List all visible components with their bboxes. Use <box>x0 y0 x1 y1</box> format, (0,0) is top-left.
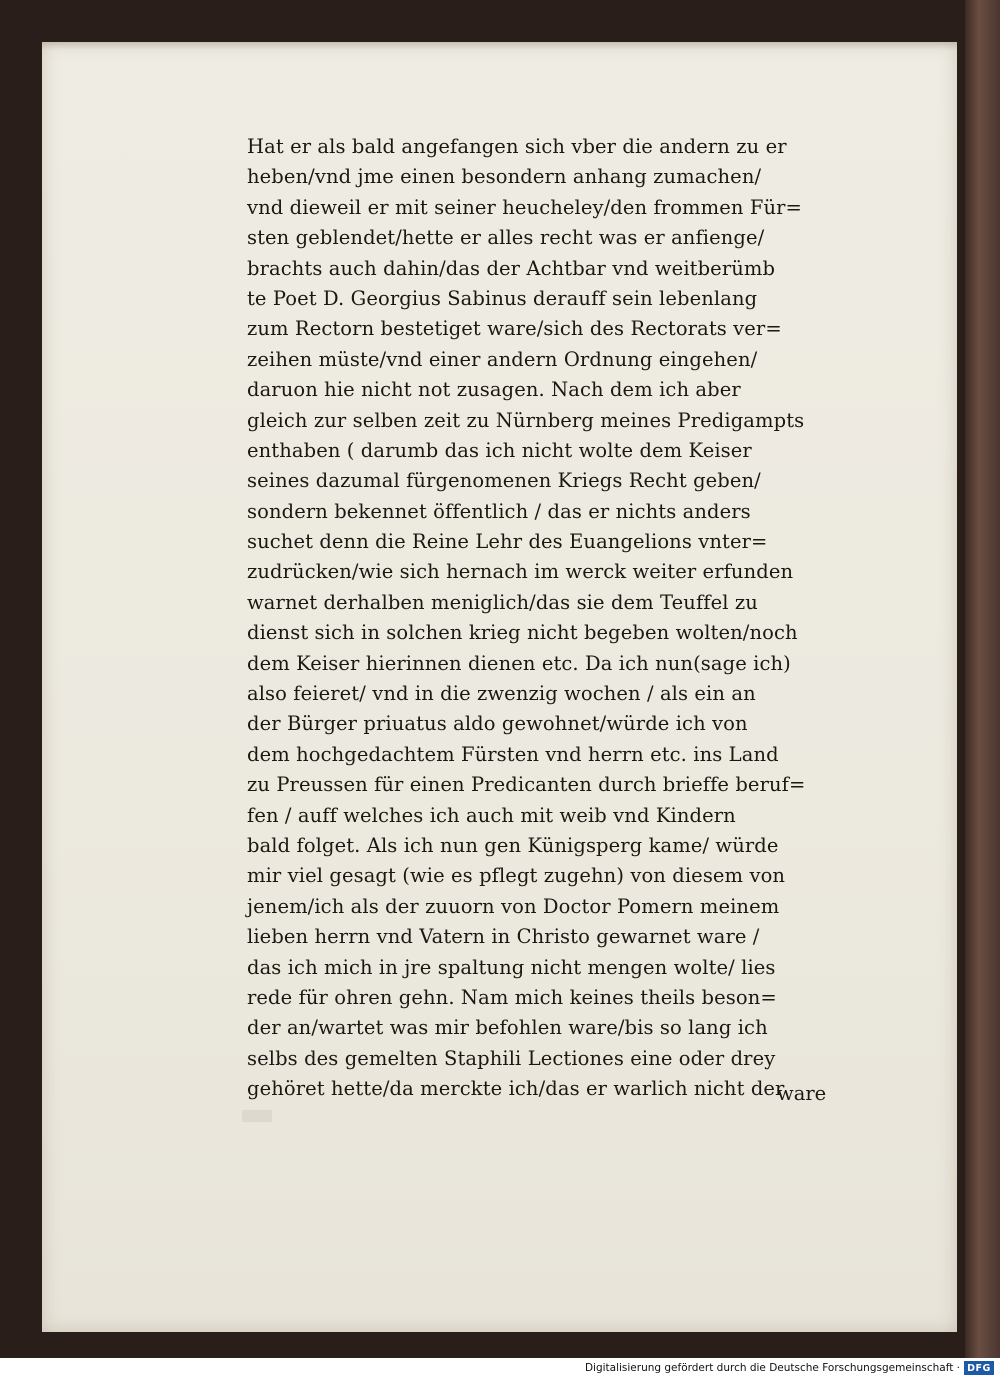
text-line: der Bürger priuatus aldo gewohnet/würde ich von <box>247 712 748 736</box>
text-line: zeihen müste/vnd einer andern Ordnung eingehen/ <box>247 347 758 371</box>
book-page <box>42 42 957 1332</box>
text-line: zu Preussen für einen Predicanten durch brieffe beruf= <box>247 773 806 797</box>
footer-bar <box>0 1358 1000 1378</box>
text-line: brachts auch dahin/das der Achtbar vnd weitberümb <box>247 256 776 280</box>
text-line: vnd dieweil er mit seiner heucheley/den frommen Für= <box>247 195 802 219</box>
text-line: also feieret/ vnd in die zwenzig wochen / als ein an <box>247 682 756 706</box>
page-shadow <box>42 42 957 50</box>
text-line: heben/vnd jme einen besondern anhang zumachen/ <box>247 165 762 189</box>
text-line: sten geblendet/hette er alles recht was er anfienge/ <box>247 226 765 250</box>
text-line: bald folget. Als ich nun gen Künigsperg kame/ würde <box>247 833 779 857</box>
text-line: seines dazumal fürgenomenen Kriegs Recht geben/ <box>247 469 761 493</box>
text-line: dem hochgedachtem Fürsten vnd herrn etc. ins Land <box>247 742 779 766</box>
text-line: zum Rectorn bestetiget ware/sich des Rectorats ver= <box>247 317 782 341</box>
text-line: sondern bekennet öffentlich / das er nichts anders <box>247 499 751 523</box>
bleed-through-mark <box>242 1110 272 1122</box>
text-line: suchet denn die Reine Lehr des Euangelions vnter= <box>247 530 768 554</box>
text-line: der an/wartet was mir befohlen ware/bis so lang ich <box>247 1016 768 1040</box>
text-line: enthaben ( darumb das ich nicht wolte dem Keiser <box>247 438 752 462</box>
text-line: gehöret hette/da merckte ich/das er warlich nicht der <box>247 1077 785 1101</box>
dfg-logo-icon: DFG <box>964 1361 994 1375</box>
funding-credit: Digitalisierung gefördert durch die Deutsche Forschungsgemeinschaft · <box>584 1362 960 1374</box>
text-line: warnet derhalben meniglich/das sie dem Teuffel zu <box>247 590 758 614</box>
book-edge <box>965 0 1000 1358</box>
text-line: gleich zur selben zeit zu Nürnberg meines Predigampts <box>247 408 805 432</box>
text-line: fen / auff welches ich auch mit weib vnd Kindern <box>247 803 736 827</box>
text-line: Hat er als bald angefangen sich vber die andern zu er <box>247 135 787 158</box>
text-line: daruon hie nicht not zusagen. Nach dem ich aber <box>247 378 741 402</box>
text-line: lieben herrn vnd Vatern in Christo gewarnet ware / <box>247 925 760 949</box>
text-line: das ich mich in jre spaltung nicht mengen wolte/ lies <box>247 955 776 979</box>
text-line: mir viel gesagt (wie es pflegt zugehn) von diesem von <box>247 864 786 888</box>
catchword: ware <box>777 1082 827 1105</box>
text-line: jenem/ich als der zuuorn von Doctor Pomern meinem <box>247 894 780 918</box>
text-line: rede für ohren gehn. Nam mich keines theils beson= <box>247 985 777 1009</box>
text-line: dienst sich in solchen krieg nicht begeben wolten/noch <box>247 621 798 645</box>
text-line: selbs des gemelten Staphili Lectiones eine oder drey <box>247 1046 776 1070</box>
text-line: zudrücken/wie sich hernach im werck weiter erfunden <box>247 560 794 584</box>
text-line: te Poet D. Georgius Sabinus derauff sein lebenlang <box>247 286 758 310</box>
page-text-block <box>247 132 847 1105</box>
text-line: dem Keiser hierinnen dienen etc. Da ich nun(sage ich) <box>247 651 791 675</box>
